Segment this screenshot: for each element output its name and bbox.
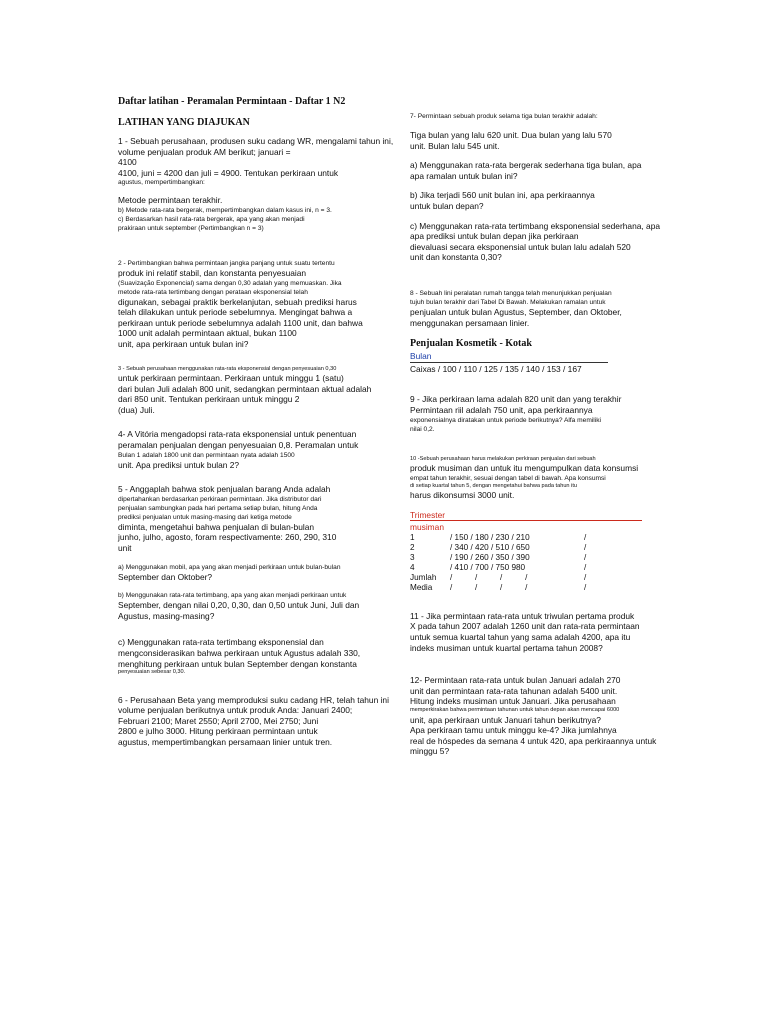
q10-seasonal-table — [410, 533, 590, 593]
q4-line: unit. Apa prediksi untuk bulan 2? — [118, 459, 240, 470]
row-values: / 150 / 180 / 230 / 210 — [450, 532, 530, 542]
row-label: 4 — [410, 562, 415, 572]
q3-line: untuk perkiraan permintaan. Perkiraan untuk minggu 1 (satu) — [118, 373, 344, 384]
q7-line: 7- Permintaan sebuah produk selama tiga bulan terakhir adalah: — [410, 113, 598, 120]
q7-option-c: dievaluasi secara eksponensial untuk bulan lalu adalah 520 — [410, 241, 631, 252]
q7-option-c: apa prediksi untuk bulan depan jika perkiraan — [410, 231, 579, 242]
q1-line: prakiraan untuk september (Pertimbangkan n = 3) — [118, 224, 264, 232]
q1-option-a: Metode permintaan terakhir. — [118, 195, 223, 206]
q5-option-c: penyesuaian sebesar 0,30. — [118, 669, 186, 676]
q11-line: indeks musiman untuk kuartal pertama tahun 2008? — [410, 642, 603, 653]
q1-line: volume penjualan produk AM berikut; januari = — [118, 146, 291, 157]
q12-line: real de hóspedes da semana 4 untuk 420, apa perkiraannya untuk — [410, 735, 657, 746]
row-values: / 190 / 260 / 350 / 390 — [450, 552, 530, 562]
q1-line: 4100 — [118, 157, 137, 168]
row-end: / — [584, 572, 587, 582]
q2-line: telah dilakukan untuk periode sebelumnya. Mengingat bahwa a — [118, 307, 353, 318]
q6-line: volume penjualan berikutnya untuk produk Anda: Januari 2400; — [118, 705, 353, 716]
q6-line: Februari 2100; Maret 2550; April 2700, Mei 2750; Juni — [118, 715, 319, 726]
q8-table-header-bulan: Bulan — [410, 351, 432, 362]
table-row — [410, 533, 590, 543]
q7-option-a: a) Menggunakan rata-rata bergerak sederhana tiga bulan, apa — [410, 160, 642, 171]
q1-line: 4100, juni = 4200 dan juli = 4900. Tentukan perkiraan untuk — [118, 167, 339, 178]
question-2 — [118, 259, 398, 350]
question-11 — [410, 611, 672, 653]
q5-option-a: September dan Oktober? — [118, 571, 213, 582]
q3-line: dari bulan Juli adalah 800 unit, sedangkan permintaan aktual adalah — [118, 383, 372, 394]
row-values: / 340 / 420 / 510 / 650 — [450, 542, 530, 552]
q9-line: Permintaan riil adalah 750 unit, apa perkiraannya — [410, 404, 593, 415]
q3-line: (dua) Juli. — [118, 404, 155, 415]
q2-line: perkiraan untuk periode sebelumnya adalah 1100 unit, dan bahwa — [118, 317, 363, 328]
q5-option-b: Agustus, masing-masing? — [118, 610, 215, 621]
q1-line: agustus, mempertimbangkan: — [118, 179, 205, 187]
q2-line: digunakan, sebagai praktik berkelanjutan, sebuah prediksi harus — [118, 296, 357, 307]
q7-option-c: c) Menggunakan rata-rata tertimbang eksponensial sederhana, apa — [410, 220, 661, 231]
q12-line: 12- Permintaan rata-rata untuk bulan Januari adalah 270 — [410, 675, 621, 686]
table-row — [410, 583, 590, 593]
q9-line: 9 - Jika perkiraan lama adalah 820 unit dan yang terakhir — [410, 394, 622, 405]
q5-line: dipertahankan berdasarkan perkiraan permintaan. Jika distributor dari — [118, 495, 322, 503]
q11-line: 11 - Jika permintaan rata-rata untuk triwulan pertama produk — [410, 610, 635, 621]
question-1 — [118, 136, 398, 233]
q8-line: 8 - Sebuah lini peralatan rumah tangga telah menunjukkan penjualan — [410, 289, 612, 297]
q10-line: di setiap kuartal tahun 5, dengan mengetahui bahwa pada tahun itu — [410, 482, 578, 489]
q2-line: unit, apa perkiraan untuk bulan ini? — [118, 338, 249, 349]
document-title: Daftar latihan - Peramalan Permintaan - Daftar 1 N2 — [118, 96, 346, 107]
left-column — [118, 96, 398, 748]
q12-line: Hitung indeks musiman untuk Januari. Jika perusahaan — [410, 696, 616, 707]
q7-option-b: untuk bulan depan? — [410, 200, 484, 211]
q11-line: untuk semua kuartal tahun yang sama adalah 4200, apa itu — [410, 632, 631, 643]
q9-line: nilai 0,2. — [410, 425, 435, 433]
question-4 — [118, 429, 398, 470]
q7-option-b: b) Jika terjadi 560 unit bulan ini, apa perkiraannya — [410, 190, 595, 201]
row-label: 1 — [410, 532, 415, 542]
q7-line: Tiga bulan yang lalu 620 unit. Dua bulan yang lalu 570 — [410, 130, 612, 140]
row-values: / 410 / 700 / 750 980 — [450, 562, 526, 572]
q3-line: 3 - Sebuah perusahaan menggunakan rata-rata eksponensial dengan penyesuaian 0,30 — [118, 365, 337, 372]
q8-line: tujuh bulan terakhir dari Tabel Di Bawah. Melakukan ramalan untuk — [410, 298, 606, 306]
q10-table-divider — [410, 520, 642, 521]
q12-line: Apa perkiraan tamu untuk minggu ke-4? Jika jumlahnya — [410, 725, 617, 736]
row-label: Jumlah — [410, 572, 437, 582]
q12-line: memperkirakan bahwa permintaan tahunan untuk tahun depan akan mencapai 6000 — [410, 707, 620, 714]
q5-option-a: a) Menggunakan mobil, apa yang akan menjadi perkiraan untuk bulan-bulan — [118, 563, 341, 571]
row-end: / — [584, 582, 587, 592]
q9-line: exponensialnya diratakan untuk periode berikutnya? Alfa memiliki — [410, 416, 601, 424]
question-10 — [410, 456, 672, 593]
q6-line: 2800 e julho 3000. Hitung perkiraan permintaan untuk — [118, 726, 318, 737]
question-5 — [118, 484, 398, 676]
q1-line: 1 - Sebuah perusahaan, produsen suku cadang WR, mengalami tahun ini, — [118, 136, 394, 146]
q2-line: (Suavização Exponencial) sama dengan 0,30 adalah yang memuaskan. Jika — [118, 279, 342, 287]
q5-line: junho, julho, agosto, foram respectivamente: 260, 290, 310 — [118, 532, 337, 543]
q10-table-header-musiman: musiman — [410, 522, 444, 533]
q5-line: prediksi penjualan untuk masing-masing dari ketiga metode — [118, 513, 292, 521]
q7-option-a: apa ramalan untuk bulan ini? — [410, 170, 518, 181]
row-label: 3 — [410, 552, 415, 562]
question-8 — [410, 289, 672, 374]
row-values: / / / / — [450, 582, 528, 592]
q5-option-b: September, dengan nilai 0,20, 0,30, dan 0,50 untuk Juni, Juli dan — [118, 600, 360, 611]
row-values: / / / / — [450, 572, 528, 582]
q10-table-header-trimester: Trimester — [410, 509, 446, 520]
q5-line: unit — [118, 542, 132, 553]
question-3 — [118, 366, 398, 416]
q8-line: menggunakan persamaan linier. — [410, 317, 530, 328]
q5-option-c: mengconsiderasikan bahwa perkiraan untuk Agustus adalah 330, — [118, 647, 361, 658]
q10-line: harus dikonsumsi 3000 unit. — [410, 490, 515, 501]
q5-line: penjualan sambungkan pada hari pertama setiap bulan, hitung Anda — [118, 504, 318, 512]
q2-line: produk ini relatif stabil, dan konstanta penyesuaian — [118, 267, 307, 278]
q7-option-c: unit dan konstanta 0,30? — [410, 252, 502, 263]
q12-line: minggu 5? — [410, 746, 450, 757]
q4-line: 4- A Vitória mengadopsi rata-rata eksponensial untuk penentuan — [118, 429, 357, 440]
question-9 — [410, 394, 672, 433]
question-6 — [118, 695, 398, 748]
table-row — [410, 573, 590, 583]
q2-line: 1000 unit adalah permintaan aktual, bukan 1100 — [118, 328, 297, 339]
q12-line: unit, apa perkiraan untuk Januari tahun berikutnya? — [410, 714, 601, 725]
q5-option-c: menghitung perkiraan untuk bulan September dengan konstanta — [118, 658, 357, 669]
row-end: / — [584, 562, 587, 572]
row-label: Media — [410, 582, 433, 592]
q6-line: 6 - Perusahaan Beta yang memproduksi suku cadang HR, telah tahun ini — [118, 694, 389, 705]
question-12 — [410, 675, 672, 757]
q10-line: 10 -Sebuah perusahaan harus melakukan perkiraan penjualan dari sebuah — [410, 455, 596, 462]
table-row — [410, 553, 590, 563]
q2-line: metode rata-rata tertimbang dengan perataan eksponensial telah — [118, 288, 308, 296]
table-row — [410, 563, 590, 573]
right-column — [410, 112, 672, 757]
q1-option-c: c) Berdasarkan hasil rata-rata bergerak, apa yang akan menjadi — [118, 215, 305, 223]
q3-line: dari 850 unit. Tentukan perkiraan untuk minggu 2 — [118, 394, 300, 405]
q5-line: diminta, mengetahui bahwa penjualan di bulan-bulan — [118, 521, 315, 532]
q8-line: penjualan untuk bulan Agustus, September, dan Oktober, — [410, 306, 622, 317]
q8-table-divider — [410, 362, 608, 363]
q5-option-c: c) Menggunakan rata-rata tertimbang eksponensial dan — [118, 637, 324, 648]
q8-table-row-caixas: Caixas / 100 / 110 / 125 / 135 / 140 / 153 / 167 — [410, 363, 582, 374]
row-label: 2 — [410, 542, 415, 552]
row-end: / — [584, 532, 587, 542]
q12-line: unit dan permintaan rata-rata tahunan adalah 5400 unit. — [410, 685, 618, 696]
q1-option-b: b) Metode rata-rata bergerak, mempertimbangkan dalam kasus ini, n = 3. — [118, 206, 332, 214]
row-end: / — [584, 552, 587, 562]
q8-table-title: Penjualan Kosmetik - Kotak — [410, 338, 532, 350]
q5-line: 5 - Anggaplah bahwa stok penjualan barang Anda adalah — [118, 484, 331, 495]
section-heading: LATIHAN YANG DIAJUKAN — [118, 117, 250, 128]
q6-line: agustus, mempertimbangkan persamaan linier untuk tren. — [118, 737, 333, 747]
q11-line: X pada tahun 2007 adalah 1260 unit dan rata-rata permintaan — [410, 621, 640, 632]
q5-option-b: b) Menggunakan rata-rata tertimbang, apa yang akan menjadi perkiraan untuk — [118, 592, 347, 600]
q4-line: peramalan penjualan dengan penyesuaian 0,8. Peramalan untuk — [118, 440, 359, 450]
q7-line: unit. Bulan lalu 545 unit. — [410, 140, 500, 151]
q2-line: 2 - Pertimbangkan bahwa permintaan jangka panjang untuk suatu tertentu — [118, 259, 335, 267]
table-row — [410, 543, 590, 553]
question-7 — [410, 112, 672, 263]
q10-line: produk musiman dan untuk itu mengumpulkan data konsumsi — [410, 463, 639, 473]
row-end: / — [584, 542, 587, 552]
q4-line: Bulan 1 adalah 1800 unit dan permintaan nyata adalah 1500 — [118, 451, 295, 459]
q10-line: empat tahun terakhir, sesuai dengan tabel di bawah. Apa konsumsi — [410, 474, 606, 482]
